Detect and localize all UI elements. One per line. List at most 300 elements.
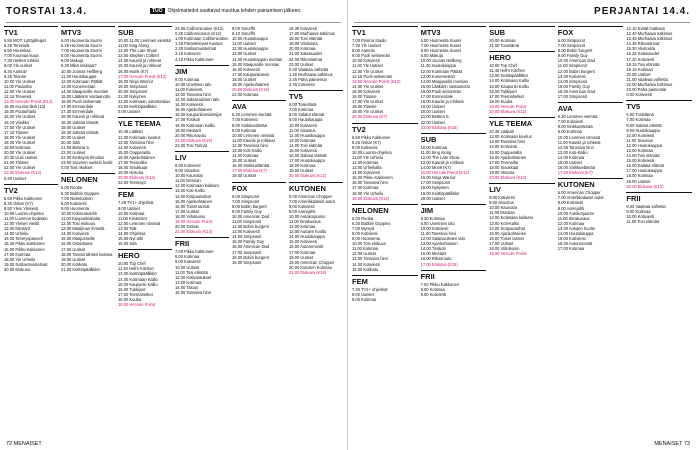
program-entry: 9.00 Aarrejahti	[557, 205, 585, 211]
program-entry: 6.00 Rooba	[61, 185, 83, 191]
program-entry-highlight: 17.00 Elokuva (K7)	[232, 168, 267, 174]
program-entry: 15.00 Kotiviesti	[352, 88, 380, 94]
program-entry: 0.40 Uutiset	[4, 175, 26, 181]
program-entry: 18.30 Salatut elämät	[61, 119, 99, 125]
program-entry: 13.00 Stephen Colbert	[118, 53, 159, 59]
program-entry: 17.00 Yle Uutiset	[352, 99, 384, 105]
program-entry: 10.00 Uutiset	[175, 264, 200, 270]
program-entry: 15.00 Ajankohtainen	[175, 198, 213, 204]
program-entry: 15.00 Lääkärin vastaanotto	[420, 83, 470, 89]
program-entry: 18.00 Nykyinen	[420, 185, 449, 191]
program-entry: 9.30 Mikä maksaa?	[61, 63, 97, 69]
program-entry: 18.00 Bobin burgerit	[232, 254, 269, 260]
program-entry: 12.00 Yle Uutiset	[4, 88, 36, 94]
program-entry: 20.00 Uutiset	[420, 195, 445, 201]
program-entry: 16.00 Puoli seitsemän	[420, 88, 461, 94]
program-entry: 17.00 Kotimaa	[352, 185, 379, 191]
program-entry: 11.00 Simpsonit	[232, 219, 262, 224]
channel-heading: KUTONEN	[558, 178, 624, 189]
program-entry: 10.00 Autokorjaamo	[557, 210, 595, 216]
program-entry: 16.00 Toiset tarinat	[175, 203, 210, 209]
program-entry: 10.45 Lääkäri	[489, 129, 514, 135]
program-entry: 9.00 Huutokauppa	[626, 127, 660, 133]
program-entry: 10.00 Kaunotar	[489, 205, 518, 211]
program-entry: 19.00 Uutiset	[420, 104, 445, 110]
program-entry: 10.00 Lemmen nimissä	[557, 134, 601, 140]
program-entry: 9.00 Huutokauppa	[289, 117, 323, 123]
program-entry: 18.00 Yle Urheilu	[352, 190, 384, 196]
program-entry: 16.00 Yle Uutiset	[4, 114, 36, 120]
program-entry: 22.00 Rikostarinat	[289, 56, 322, 62]
program-entry: 16.00 American Dad	[232, 244, 270, 250]
program-entry-highlight: 19.00 Hercule Poirot	[175, 219, 213, 224]
program-entry: 11.00 Yle Uutiset	[352, 63, 383, 69]
program-entry: 7.00 Huomenta Suomi	[420, 43, 462, 49]
program-entry: 6.30 Lemmen viemää	[232, 112, 272, 118]
channel-heading: SUB	[489, 26, 555, 37]
program-entry: 17.00 Huutokauppa	[289, 158, 325, 164]
channel-heading: NELONEN	[352, 204, 418, 215]
program-entry: 10.00 Kotiseutulehti	[61, 210, 97, 216]
program-entry: 18.00 Uutiset	[289, 254, 314, 260]
program-entry: 10.00 Kotiviesti	[626, 132, 655, 138]
program-entry: 13.00 Kotimaa	[289, 137, 316, 143]
program-entry: 15.30 Viisitoista	[626, 46, 655, 52]
program-entry: 20.00 Tarinat	[175, 224, 199, 230]
program-entry: 21.00 Salaisuudet	[289, 51, 322, 57]
program-entry: 16.00 Autoremontit	[557, 241, 593, 247]
program-entry: 14.00 Urheilu	[4, 231, 29, 237]
program-entry: 13.00 Talk	[118, 225, 137, 231]
program-entry: 19.00 Uutiset	[289, 168, 314, 174]
program-entry: 9.00 Kotimaa	[626, 208, 651, 214]
program-entry: 18.00 Kuuba	[489, 98, 513, 104]
program-entry: 11.00 Ilmakuvaus	[289, 219, 321, 224]
listing-column	[118, 26, 172, 436]
program-entry-highlight: 19.00 Hercule Poirot	[489, 103, 527, 109]
channel-heading: FEM	[118, 188, 172, 199]
header-divider	[354, 22, 690, 23]
program-entry: 8.00 Kotiviesti	[175, 162, 201, 168]
program-entry: 12.00 Tanssiva hirvi	[232, 142, 268, 148]
program-entry: 17.00 Kaupunkiarvio	[232, 71, 270, 77]
channel-heading: YLE TEEMA	[489, 117, 555, 128]
program-entry: 12.00 Tanssiva hirvi	[557, 144, 594, 150]
program-entry: 9.00 Kotimaa	[557, 129, 582, 135]
channel-heading: MTV3	[421, 26, 487, 37]
header-divider	[6, 22, 341, 23]
program-entry: 10.45 Lääkäri	[118, 129, 143, 135]
program-entry: 15.00 Lääkärin vastaanotto	[61, 94, 111, 100]
program-entry: 18.00 Viihdeosio	[175, 213, 206, 219]
program-entry: 19.10 Kotimaa	[626, 66, 653, 72]
channel-heading: SUB	[421, 133, 487, 144]
program-entry: 11.00 Kiinteistöt	[118, 215, 147, 221]
program-entry: 9.00 Sisustus	[489, 200, 514, 206]
program-entry: 16.00 Pikku Kakkonen	[4, 246, 45, 252]
program-entry: 17.00 Emmerdale	[420, 94, 453, 100]
program-entry: 17.30 Emmerdale	[61, 109, 94, 115]
program-entry: 11.00 Kotiviesti	[175, 86, 203, 92]
page-title-right-day: PERJANTAI 14.4.	[594, 6, 690, 17]
program-entry: 9.00 Unelmien talo	[420, 220, 455, 226]
program-entry: 17.00 Simpsonit	[420, 180, 450, 186]
program-entry: 20.00 Simpsonit	[118, 88, 148, 94]
program-entry-highlight: 20.00 Elokuva (K12)	[489, 174, 527, 180]
program-entry: 18.00 Tilanne	[352, 104, 377, 110]
program-entry: 14.00 Kotiviesti	[352, 170, 380, 176]
program-entry: 11.30 Huutokauppa	[420, 63, 457, 69]
program-entry: 12.10 Eväät matkaan	[626, 26, 666, 31]
page-footer-right: MENAISET 73	[654, 441, 690, 447]
program-entry: 15.05 Kuuma tikiä (13)	[4, 104, 46, 110]
program-entry: 16.00 Sinkkuelämää	[232, 163, 270, 169]
channel-heading: TV2	[4, 184, 58, 195]
program-entry: 12.00 Kotimaan Pätkät	[61, 78, 103, 84]
program-entry: 13.00 Konemestari	[61, 83, 96, 89]
program-entry: 8.50 Yleis Yleisesti	[4, 205, 39, 211]
program-entry: 7.00 Kotiviesti	[232, 117, 258, 123]
program-entry: 17.00 Tosikoti	[175, 117, 200, 123]
program-entry: 19.00 Kotimaa	[4, 144, 31, 150]
channel-heading: TV1	[4, 26, 58, 37]
program-entry: 21.00 Tilanne	[4, 160, 29, 166]
program-entry: 9.00 Kotiviesti	[175, 259, 201, 265]
program-entry: 19.00 Simpsonit	[232, 259, 262, 265]
program-entry: 13.00 Salaisuuksien talo	[175, 97, 220, 103]
program-entry: 16.00 Salatut elämät	[289, 153, 327, 159]
channel-heading: LIV	[175, 151, 229, 162]
program-entry: 8.00 Huomenta Suomi	[61, 53, 102, 59]
program-entry: 18.00 Kauniit ja rohkeat	[61, 114, 105, 120]
program-entry: 19.00 Ajankohtainen	[232, 82, 270, 88]
program-entry: 15.30 Pikku Kakkonen	[4, 241, 45, 247]
program-entry: 20.00 Uutiset	[61, 134, 86, 140]
program-entry: 6.00 Simpsonit	[557, 38, 585, 43]
program-entry: 11.00 Sing Along	[420, 149, 452, 155]
program-entry-highlight: 20.00 Elokuva (K7)	[352, 114, 387, 120]
program-entry: 7.30 Yle Uutiset	[352, 43, 381, 49]
program-entry-highlight: 13.00 Hercule Poirot (K12)	[352, 78, 401, 84]
program-entry: 10.00 Kotiviesti	[352, 58, 380, 64]
program-entry: 8.00 Smurffit	[232, 26, 256, 31]
program-entry: 18.00 Kotimaa	[289, 163, 316, 169]
program-entry: 6.00 American Chopper	[557, 190, 601, 196]
program-entry: 11.00 Tanssiva hirvi	[420, 231, 457, 236]
listing-column	[61, 26, 115, 436]
program-entry: 10.00 Kaunotar	[175, 173, 203, 179]
program-entry: 14.00 Maajussille morsian	[61, 88, 109, 94]
program-entry: 17.00 Teemailta	[118, 159, 147, 165]
program-entry: 11.00 Tosi elämää	[175, 269, 208, 275]
program-entry: 16.00 American Dad	[557, 88, 595, 94]
program-entry: 8.00 Sinkkuelämää	[232, 122, 267, 128]
program-entry: 8.25 Oskar (K7)	[352, 139, 381, 145]
program-entry: 22.00 Kotimaa	[232, 92, 259, 98]
right-listing-columns	[352, 26, 692, 436]
program-entry: 13.00 Koti-Kallio	[557, 149, 588, 155]
program-entry: 19.00 Sotilasmuistelmat	[4, 261, 48, 267]
program-entry: 20.00 Kotikatu	[61, 261, 88, 267]
program-entry: 14.00 Huutokaupan mestari	[232, 56, 283, 62]
program-entry-highlight: 19.00 Hercule Poirot	[118, 302, 156, 308]
program-entry: 19.00 Yle Uutiset	[352, 109, 384, 115]
program-entry: 7.00 Myrsyä	[352, 225, 375, 231]
program-entry: 0.25 Californication (K12)	[175, 31, 222, 37]
program-entry: 14.00 Huutokauppa	[289, 234, 325, 240]
program-entry: 10.00 11.00 Lemmen viemää	[118, 38, 171, 43]
listing-column	[175, 26, 229, 436]
program-entry: 10.00 Kotiviesti	[289, 122, 317, 128]
program-entry: 14.00 Ohjelmia	[118, 231, 146, 236]
program-entry: 20.30 Uusi Uutiset	[4, 155, 38, 161]
channel-heading: TV1	[352, 26, 418, 37]
program-entry: 6.00 American Chopper	[289, 193, 333, 199]
program-entry: 17.00 Yle Uutiset	[4, 124, 36, 130]
program-entry: 7.00 Pikku Kakkonen	[175, 249, 214, 255]
program-entry: 14.00 Tosikoti	[420, 246, 446, 252]
program-entry: 20.00 Kotimaa	[489, 38, 516, 43]
program-entry: 7.00 Kuumaa kuua	[4, 53, 39, 59]
program-entry: 15.00 Kaupunki Kallio	[489, 83, 529, 89]
program-entry: 9.00 Sisustus	[175, 168, 200, 174]
program-entry: 12.00 Huutokauppa	[626, 142, 663, 148]
program-entry: 14.00 Monk (K7)	[420, 165, 451, 171]
program-entry: 14.00 Kotiviesti	[489, 144, 517, 150]
program-entry: 8.00 Salatut elämät	[626, 122, 662, 128]
program-entry: 8.00 Kotiviesti	[352, 231, 378, 236]
program-entry: 12.00 Kotimaa	[289, 224, 316, 230]
program-entry: 11.40 Hell's Kitchen	[489, 68, 525, 74]
program-entry: 2.30 Sotilasmuistelmat	[175, 46, 217, 52]
program-entry: 10.00 Kotimaa	[118, 210, 145, 216]
program-entry: 7.30 Hetken tohkiin	[4, 58, 40, 64]
program-entry: 0.00 Uutiset	[118, 109, 140, 115]
program-entry: 15.00 Kaupunki Kallio	[118, 281, 158, 287]
program-entry: 10.00 Top Chef	[118, 261, 146, 267]
program-entry: 8.30 Kotimaa	[420, 215, 445, 221]
program-entry: 17.00 Teemailta	[489, 159, 519, 165]
program-entry: 7.25 TV1+ ohjelmat	[118, 200, 154, 206]
program-entry: 8.30 Aamutv	[4, 68, 27, 74]
program-entry: 11.00 Sisustus	[289, 127, 316, 133]
program-entry: 13.00 Tanssiva hirvi	[118, 139, 154, 145]
page-title-left-day: TORSTAI 13.4.	[6, 6, 87, 17]
program-entry: 13.00 Autojen huolto	[289, 229, 327, 235]
program-entry: 8.00 Huomenta Suomi	[420, 48, 462, 54]
program-entry: 15.00 Uutiset	[557, 159, 582, 165]
program-entry: 6.00 Huomenta Suomi	[420, 38, 462, 43]
program-entry: 16.00 Ninja Warrior	[420, 175, 456, 181]
channel-heading: FRII	[626, 192, 692, 203]
program-entry: 9.00 Kotimaa	[175, 76, 200, 82]
program-entry: 10.00 Yle Uutiset	[4, 78, 36, 84]
program-entry: 23.00 Tosi Tarinat	[175, 142, 207, 148]
program-entry: 15.00 Terveyspaneeli	[4, 236, 43, 242]
program-entry: 14.00 Kauniit ja rohkeat	[118, 58, 162, 64]
program-entry: 14.00 Kotimaa	[557, 154, 585, 160]
program-entry: 13.00 Maailman ihmeitä	[61, 226, 105, 232]
program-entry: 10.00 American Dad	[557, 58, 595, 64]
program-entry: 17.00 Kotimaa	[557, 246, 585, 252]
program-entry: 22.00 Teemayö	[118, 180, 146, 186]
program-entry: 15.00 Tanssiva hirvi	[175, 290, 211, 296]
program-entry: 15.00 Maajusseille	[61, 236, 95, 242]
program-entry-highlight: 17.00 Elokuva (K16)	[420, 261, 458, 267]
program-entry: 11.00 Kauniit ja rohkeat	[232, 137, 275, 143]
program-entry: 1.00 Kotimaan Californication	[175, 36, 229, 42]
program-entry: 8.00 Kotiviesti	[289, 203, 315, 209]
program-entry: 18.00 Yle Urheilu	[4, 256, 36, 262]
program-entry: 13.45 Murhaava tutkimus	[626, 36, 673, 42]
program-entry: 22.00 Kotimaan ostoskeskus	[118, 99, 171, 105]
program-entry: 19.00 Historia	[118, 170, 144, 176]
program-entry: 10.00 Kotimaa	[420, 144, 447, 150]
program-entry: 12.00 Yle Uutiset	[352, 68, 384, 74]
program-entry: 12.00 The Late Show	[118, 48, 157, 54]
program-entry: 13.00 Kauniit ja rohkeat	[420, 159, 464, 165]
channel-heading: TV2	[352, 123, 418, 134]
program-entry: 17.00 Simpsonit	[557, 94, 588, 100]
channel-heading: AVA	[232, 100, 286, 111]
program-entry: 19.00 Uutiset	[61, 124, 86, 130]
program-entry: 0.00 Kotiviesti	[626, 92, 652, 98]
program-entry: 22.00 Yle Uutiset	[4, 165, 36, 171]
program-entry: 15.00 Kotikatu	[352, 266, 379, 272]
program-entry: 18.00 Sisukkaat	[489, 164, 519, 170]
left-page-header	[0, 6, 347, 20]
program-entry: 11.00 Uutiset	[232, 41, 256, 47]
program-entry: 13.00 Uutiset	[232, 51, 257, 57]
program-entry: 23.55 Californication (K12)	[175, 26, 224, 31]
program-entry: 15.00 Family Guy	[557, 83, 590, 89]
channel-heading: FRII	[421, 270, 487, 281]
program-entry: 12.00 Bobin burgerit	[232, 224, 269, 230]
program-entry: 19.00 Simpsonit	[118, 83, 148, 89]
right-page-header	[348, 6, 696, 20]
program-entry: 3.45 Kotiviesti	[289, 82, 315, 88]
program-entry: 19.00 Uutiset	[61, 256, 86, 262]
program-entry: 17.00 Kotimaa	[289, 249, 316, 255]
program-entry: 10.00 Huutokauppa	[232, 36, 268, 42]
program-entry: 16.00 Ajankohtainen	[118, 154, 156, 160]
program-entry: 11.00 Morsian	[175, 178, 201, 184]
program-entry: 14.00 Kotimaan Kallio	[489, 78, 530, 84]
program-entry: 0.30 Vaaleaa valhetta	[289, 66, 329, 72]
program-entry: 4.10 Pikku Kakkonen	[175, 56, 214, 62]
program-entry: 16.35 Kotiviesti	[289, 26, 317, 31]
program-entry: 17.00 Murhaava tutkimus	[289, 31, 335, 37]
program-entry: 21.00 Keittiöpäällikkö	[61, 266, 100, 272]
program-entry: 14.00 Simpsonit	[557, 78, 588, 84]
program-entry: 14.00 Kotimaa	[232, 153, 259, 159]
program-entry: 18.15 Tosi elämää	[626, 61, 660, 67]
disclaimer-tag: TUO	[152, 8, 163, 14]
program-entry: 13.00 Keittiöpäällikkö	[489, 73, 528, 79]
program-entry: 10.00 Luonto-ohjelma	[352, 149, 392, 155]
program-entry: 12.15 Puoli seitsemän	[352, 73, 393, 79]
channel-heading: SUB	[118, 26, 172, 37]
program-entry: 13.00 Konemestari	[420, 73, 455, 79]
program-entry: 14.00 Kotiviesti	[118, 144, 146, 150]
program-entry: 15.00 Maajussille morsian	[232, 61, 280, 67]
program-entry-highlight: 20.00 Elokuva (K12)	[489, 109, 527, 115]
program-entry: 20.00 Rikosruutu	[175, 132, 206, 138]
program-entry: 22.00 Murhaava tutkimus	[626, 82, 673, 88]
program-entry: 13.00 Ajankohtainen	[420, 241, 458, 247]
program-entry: 17.00 Emmerdale	[61, 104, 94, 110]
program-entry: 12.00 Yleiset viestit	[4, 221, 40, 227]
program-entry: 12.00 Kotimaan kuvitus	[118, 134, 161, 140]
program-entry: 8.00 Aamutv	[352, 48, 375, 54]
program-entry-highlight: 15.00 Hercule Poirot (K12)	[420, 170, 470, 176]
program-entry: 12.00 The Late Show	[420, 154, 460, 160]
program-entry: 20.00 Kutonen Kotimaa	[289, 264, 332, 270]
program-entry: 15.00 Kotiviesti	[289, 239, 317, 245]
program-entry: 13.00 Urheiluilta	[352, 165, 382, 171]
program-entry: 8.00 Kotiviesti	[61, 200, 87, 206]
program-entry: 7.00 Amerikkalaiset autot	[289, 198, 335, 204]
program-entry: 21.00 Vaaleaa valhetta	[626, 76, 668, 82]
listing-column	[4, 26, 58, 436]
program-entry: 14.00 Yle Uutiset	[352, 83, 384, 89]
program-entry: 6.00 Tosielämä	[626, 112, 654, 118]
program-entry: 17.00 Uutiset	[61, 246, 86, 252]
program-entry: 11.00 Yle Urheilu	[352, 154, 384, 160]
program-entry: 6.30 Bubble Guppies	[352, 220, 391, 226]
program-entry: 7.30 TV1+ ohjelmat	[352, 286, 388, 292]
program-entry: 15.00 Oopperailta	[118, 149, 151, 155]
program-entry: 23.00 Keittiöpäällikkö	[118, 104, 157, 110]
program-entry: 13.00 Koti-Kallio	[232, 147, 262, 153]
channel-heading: TV5	[626, 100, 692, 111]
program-entry: 7.00 Simpsonit	[557, 43, 585, 49]
program-entry: 8.00 Kotiviesti	[557, 200, 584, 206]
program-entry: 11.00 Morsian	[489, 210, 515, 216]
program-entry: 13.00 Kotiviesti	[557, 73, 586, 79]
program-entry-highlight: 13.30 Hercule Poirot (K12)	[4, 99, 53, 105]
program-entry: 9.00 Kotiviesti	[352, 144, 378, 150]
program-entry: 15.00 Oopperailta	[489, 149, 522, 155]
program-entry: 12.00 Lemmen nimissä	[118, 220, 161, 226]
program-entry: 18.00 Kuuba	[118, 296, 142, 302]
program-entry: 16.00 Kaupunkiarvioitsijat	[175, 112, 222, 118]
program-entry: 14.00 Simpsonit	[232, 234, 262, 240]
program-entry: 9.25 Tilanne	[4, 73, 27, 79]
program-entry: 8.00 Salatut elämät	[289, 112, 325, 118]
program-entry: 12.15 Terveisiä	[4, 94, 32, 100]
channel-heading: AVA	[558, 102, 624, 113]
channel-heading: FOX	[558, 26, 624, 37]
channel-heading: FEM	[352, 275, 418, 286]
program-entry: 10.00 American Dad	[232, 213, 270, 219]
program-entry-highlight: 21.00 Elokuva (K16)	[289, 269, 327, 275]
program-entry: 17.20 Kotiviesti	[626, 56, 655, 62]
program-entry: 12.00 Bobin burgerit	[557, 68, 595, 74]
program-entry: 10.00 Top Chef	[489, 63, 517, 69]
program-entry: 6.50 Pikku Kakkonen	[352, 134, 391, 140]
program-entry: 15.00 Ajankohtainen	[489, 230, 527, 236]
program-entry: 18.00 Ninja Warrior	[118, 78, 154, 84]
program-entry: 15.00 Pikku Kakkonen	[352, 175, 393, 181]
program-entry: 16.00 Ostoskassi	[61, 241, 93, 247]
program-entry: 9.00 Puoli seitsemän	[352, 53, 391, 59]
program-entry-highlight: 17.00 Elokuva (K7)	[557, 170, 593, 176]
right-page	[348, 0, 696, 450]
program-entry: 6.25 Huomenta Suomi	[61, 43, 102, 49]
listing-column	[626, 26, 692, 436]
program-entry: 9.00 Kotimaa	[352, 296, 377, 302]
